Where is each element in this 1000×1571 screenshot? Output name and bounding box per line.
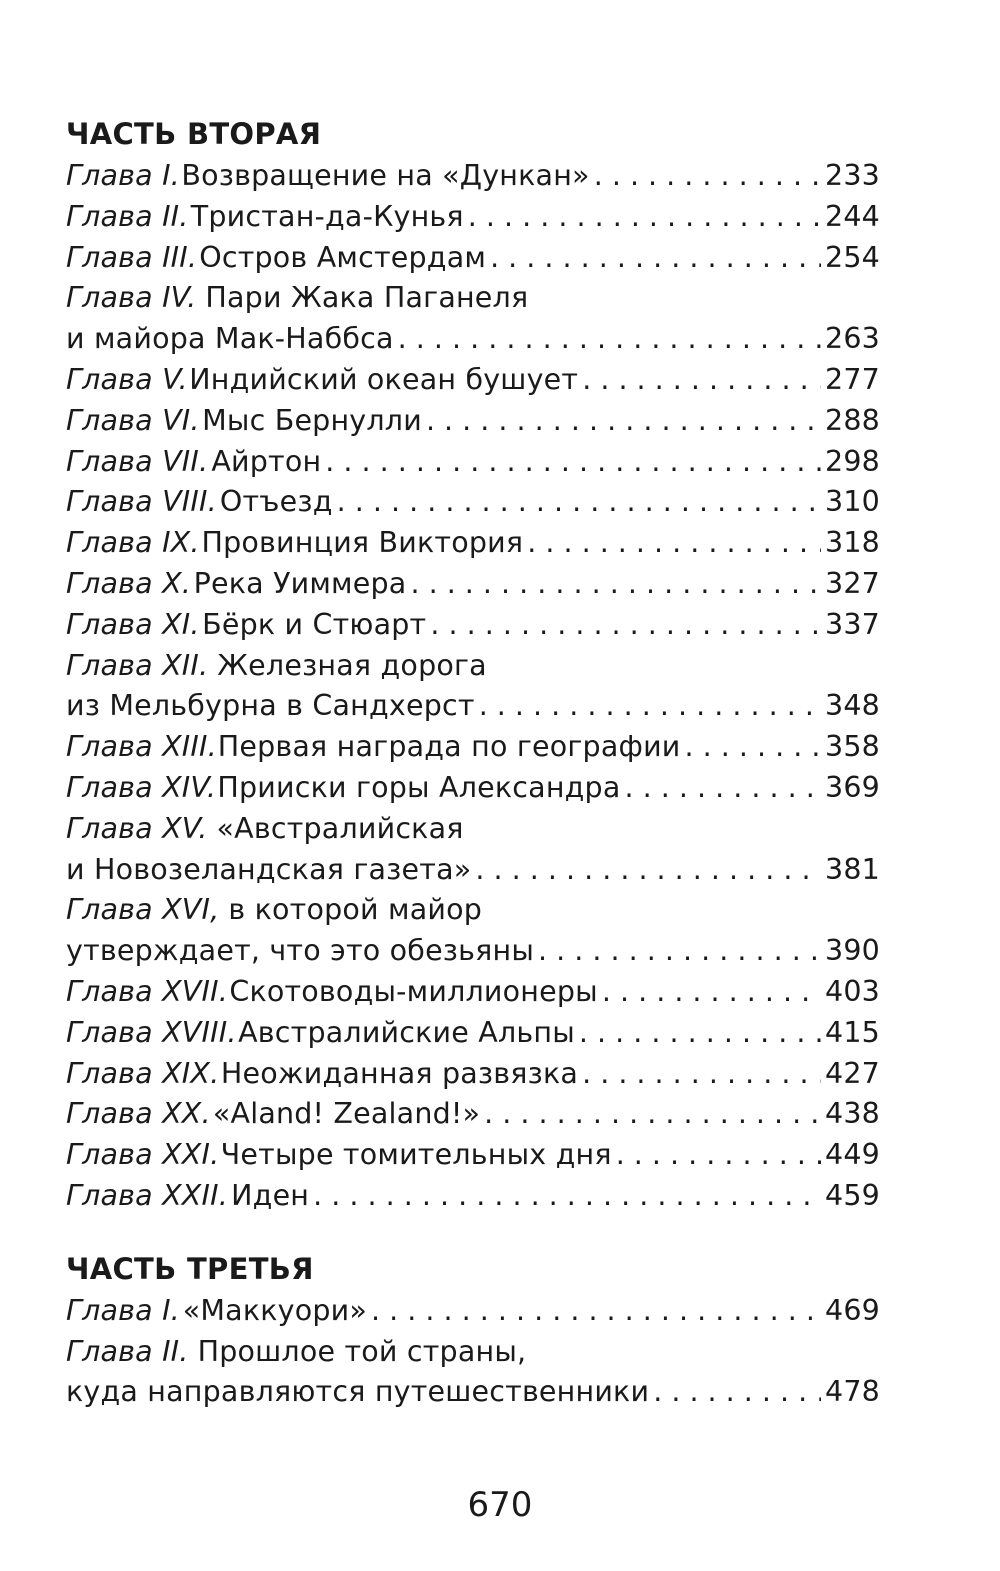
toc-entry bbox=[66, 646, 880, 728]
toc-line bbox=[66, 401, 880, 442]
toc-entry bbox=[66, 1054, 880, 1095]
toc-entry bbox=[66, 1135, 880, 1176]
dot-leader bbox=[538, 931, 821, 972]
toc-entry bbox=[66, 1013, 880, 1054]
chapter-title: Скотоводы-миллионеры bbox=[229, 974, 598, 1008]
toc-line bbox=[66, 1332, 880, 1373]
chapter-title: Мыс Бернулли bbox=[202, 403, 422, 437]
chapter-number: Глава XVII. bbox=[66, 974, 228, 1008]
toc-entry bbox=[66, 564, 880, 605]
chapter-title: Первая награда по географии bbox=[217, 730, 681, 764]
chapter-title: Тристан-да-Кунья bbox=[190, 199, 464, 233]
chapter-number: Глава XVI, bbox=[66, 893, 220, 927]
dot-leader bbox=[398, 319, 821, 360]
chapter-title: Отъезд bbox=[219, 485, 333, 519]
toc-line bbox=[66, 238, 880, 279]
toc-entry bbox=[66, 890, 880, 972]
chapter-title: Иден bbox=[231, 1178, 310, 1212]
chapter-title: Четыре томительных дня bbox=[220, 1138, 612, 1172]
chapter-title: Провинция Виктория bbox=[201, 526, 524, 560]
chapter-title: Прошлое той страны, bbox=[197, 1334, 527, 1368]
toc-line bbox=[66, 850, 880, 891]
toc-line bbox=[66, 319, 880, 360]
toc-line bbox=[66, 1013, 880, 1054]
chapter-title: Австралийские Альпы bbox=[238, 1015, 575, 1049]
chapter-number: Глава II. bbox=[66, 1334, 189, 1368]
chapter-number: Глава XII. bbox=[66, 648, 209, 682]
dot-leader bbox=[337, 482, 821, 523]
chapter-page-number: 469 bbox=[825, 1293, 880, 1327]
toc-entry bbox=[66, 1332, 880, 1414]
chapter-page-number: 327 bbox=[825, 566, 880, 600]
dot-leader bbox=[484, 1094, 821, 1135]
chapter-list bbox=[66, 1291, 880, 1413]
toc-entry bbox=[66, 238, 880, 279]
chapter-title: Индийский океан бушует bbox=[189, 362, 579, 396]
chapter-title: и майора Мак-Наббса bbox=[66, 322, 394, 356]
chapter-page-number: 244 bbox=[824, 199, 880, 233]
part-title: ЧАСТЬ ВТОРАЯ bbox=[66, 117, 322, 151]
dot-leader bbox=[579, 1013, 821, 1054]
toc-entry bbox=[66, 1094, 880, 1135]
dot-leader bbox=[325, 442, 821, 483]
chapter-page-number: 233 bbox=[825, 159, 880, 192]
toc-line bbox=[66, 1054, 880, 1095]
chapter-title: Остров Амстердам bbox=[199, 240, 487, 274]
chapter-number: Глава XIV. bbox=[66, 770, 217, 804]
chapter-page-number: 310 bbox=[825, 485, 880, 519]
dot-leader bbox=[602, 972, 821, 1013]
chapter-page-number: 459 bbox=[825, 1178, 880, 1212]
toc-entry bbox=[66, 360, 880, 401]
page-number: 670 bbox=[467, 1485, 533, 1525]
toc-entry bbox=[66, 156, 880, 197]
toc-entry bbox=[66, 1176, 880, 1217]
chapter-number: Глава II. bbox=[66, 199, 189, 233]
chapter-page-number: 381 bbox=[825, 852, 880, 886]
chapter-number: Глава I. bbox=[66, 1293, 180, 1327]
toc-entry bbox=[66, 768, 880, 809]
dot-leader bbox=[430, 605, 821, 646]
chapter-title: утверждает, что это обезьяны bbox=[66, 934, 535, 968]
chapter-number: Глава XXI. bbox=[66, 1138, 220, 1172]
toc-line bbox=[66, 442, 880, 483]
dot-leader bbox=[371, 1291, 821, 1332]
chapter-number: Глава III. bbox=[66, 240, 198, 274]
chapter-title: Пари Жака Паганеля bbox=[205, 281, 529, 315]
toc-line bbox=[66, 156, 880, 197]
toc-line bbox=[66, 564, 880, 605]
chapter-number: Глава VII. bbox=[66, 444, 209, 478]
chapter-page-number: 427 bbox=[825, 1056, 880, 1090]
chapter-page-number: 358 bbox=[825, 730, 880, 764]
chapter-page-number: 369 bbox=[825, 770, 880, 804]
dot-leader bbox=[468, 197, 821, 238]
chapter-list bbox=[66, 156, 880, 1217]
chapter-number: Глава I. bbox=[66, 159, 180, 192]
toc-line bbox=[66, 1291, 880, 1332]
chapter-title: Железная дорога bbox=[217, 648, 487, 682]
chapter-page-number: 318 bbox=[825, 526, 880, 560]
chapter-title: «Aland! Zealand!» bbox=[212, 1097, 481, 1131]
toc-line bbox=[66, 686, 880, 727]
toc-line bbox=[66, 972, 880, 1013]
chapter-number: Глава XXII. bbox=[66, 1178, 228, 1212]
toc-entry bbox=[66, 197, 880, 238]
chapter-number: Глава XX. bbox=[66, 1097, 211, 1131]
toc-entry bbox=[66, 809, 880, 891]
toc-line bbox=[66, 768, 880, 809]
toc-entry bbox=[66, 482, 880, 523]
table-of-contents bbox=[66, 112, 880, 1413]
toc-line bbox=[66, 605, 880, 646]
toc-entry bbox=[66, 278, 880, 360]
chapter-number: Глава XV. bbox=[66, 811, 208, 845]
dot-leader bbox=[426, 401, 821, 442]
chapter-title: Река Уиммера bbox=[193, 566, 407, 600]
chapter-title: Прииски горы Александра bbox=[217, 770, 621, 804]
toc-line bbox=[66, 197, 880, 238]
toc-entry bbox=[66, 605, 880, 646]
chapter-number: Глава XIII. bbox=[66, 730, 217, 764]
dot-leader bbox=[582, 360, 821, 401]
chapter-number: Глава V. bbox=[66, 362, 188, 396]
toc-line bbox=[66, 482, 880, 523]
chapter-page-number: 348 bbox=[825, 689, 880, 723]
toc-entry bbox=[66, 401, 880, 442]
toc-line bbox=[66, 1094, 880, 1135]
chapter-page-number: 415 bbox=[825, 1015, 880, 1049]
chapter-number: Глава VI. bbox=[66, 403, 200, 437]
toc-entry bbox=[66, 442, 880, 483]
chapter-page-number: 288 bbox=[825, 403, 880, 437]
toc-line bbox=[66, 360, 880, 401]
chapter-number: Глава IV. bbox=[66, 281, 197, 315]
dot-leader bbox=[475, 850, 821, 891]
dot-leader bbox=[653, 1372, 821, 1413]
chapter-page-number: 449 bbox=[825, 1138, 880, 1172]
toc-line bbox=[66, 646, 880, 687]
chapter-page-number: 298 bbox=[825, 444, 880, 478]
toc-line bbox=[66, 1372, 880, 1413]
chapter-number: Глава XVIII. bbox=[66, 1015, 237, 1049]
toc-entry bbox=[66, 972, 880, 1013]
toc-line bbox=[66, 1176, 880, 1217]
chapter-page-number: 438 bbox=[825, 1097, 880, 1131]
part-title: ЧАСТЬ ТРЕТЬЯ bbox=[66, 1251, 314, 1286]
toc-entry bbox=[66, 1291, 880, 1332]
toc-line bbox=[66, 809, 880, 850]
chapter-number: Глава IX. bbox=[66, 526, 200, 560]
chapter-page-number: 403 bbox=[825, 974, 880, 1008]
chapter-title: «Маккуори» bbox=[182, 1293, 368, 1327]
chapter-title: и Новозеландская газета» bbox=[66, 852, 472, 886]
chapter-page-number: 337 bbox=[825, 607, 880, 641]
dot-leader bbox=[410, 564, 821, 605]
toc-line bbox=[66, 727, 880, 768]
dot-leader bbox=[490, 238, 821, 279]
toc-line bbox=[66, 1135, 880, 1176]
toc-line bbox=[66, 278, 880, 319]
toc-line bbox=[66, 523, 880, 564]
chapter-page-number: 254 bbox=[825, 240, 880, 274]
dot-leader bbox=[582, 1054, 821, 1095]
dot-leader bbox=[527, 523, 821, 564]
chapter-page-number: 390 bbox=[825, 934, 880, 968]
chapter-title: из Мельбурна в Сандхерст bbox=[66, 689, 475, 723]
dot-leader bbox=[479, 686, 821, 727]
chapter-title: «Австралийская bbox=[216, 811, 464, 845]
chapter-title: Неожиданная развязка bbox=[220, 1056, 579, 1090]
chapter-page-number: 277 bbox=[825, 362, 880, 396]
chapter-title: Возвращение на «Дункан» bbox=[181, 159, 590, 192]
dot-leader bbox=[594, 156, 821, 197]
chapter-number: Глава XI. bbox=[66, 607, 200, 641]
chapter-title: Айртон bbox=[211, 444, 322, 478]
chapter-page-number: 263 bbox=[825, 322, 880, 356]
chapter-title: в которой майор bbox=[228, 893, 483, 927]
toc-line bbox=[66, 931, 880, 972]
chapter-title: Бёрк и Стюарт bbox=[202, 607, 427, 641]
chapter-number: Глава XIX. bbox=[66, 1056, 220, 1090]
toc-entry bbox=[66, 727, 880, 768]
chapter-number: Глава VIII. bbox=[66, 485, 217, 519]
toc-line bbox=[66, 890, 880, 931]
dot-leader bbox=[685, 727, 821, 768]
chapter-page-number: 478 bbox=[825, 1375, 880, 1409]
toc-entry bbox=[66, 523, 880, 564]
dot-leader bbox=[616, 1135, 821, 1176]
dot-leader bbox=[625, 768, 821, 809]
dot-leader bbox=[313, 1176, 821, 1217]
chapter-number: Глава X. bbox=[66, 566, 192, 600]
section-spacer bbox=[66, 1217, 880, 1247]
chapter-title: куда направляются путешественники bbox=[66, 1375, 650, 1409]
